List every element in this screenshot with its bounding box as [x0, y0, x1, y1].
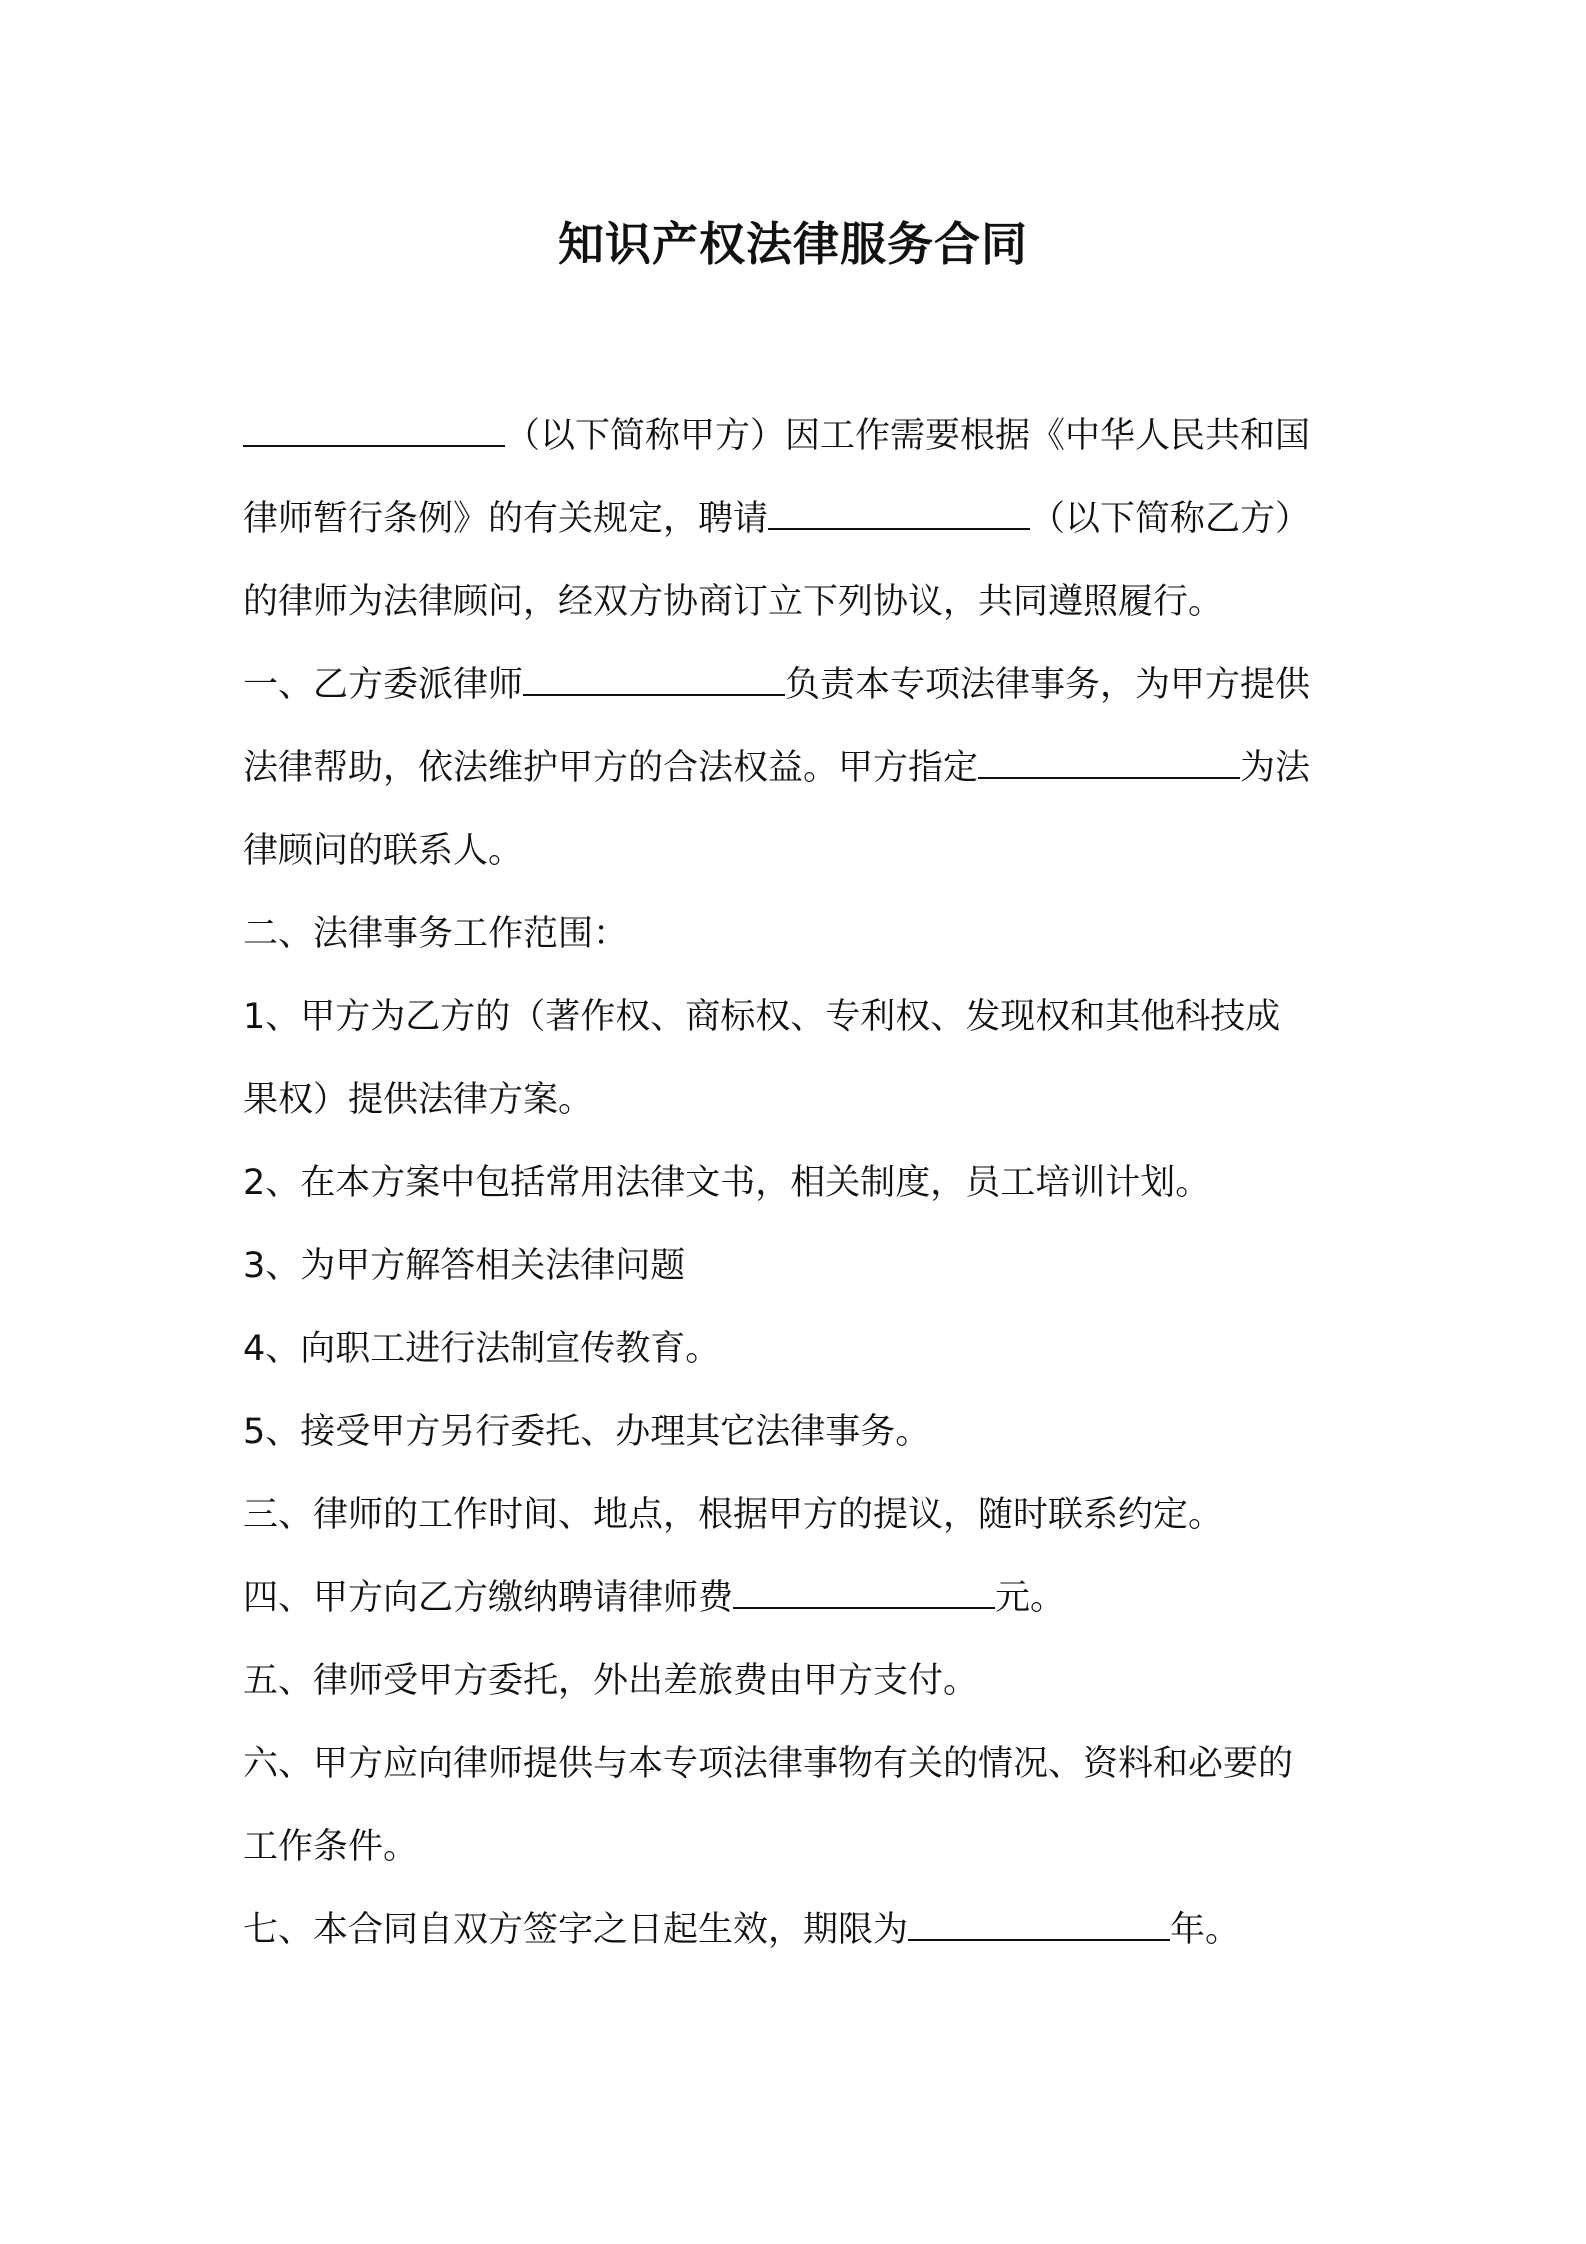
clause-4 [243, 1557, 1363, 1640]
clause-2-item-2: 2、在本方案中包括常用法律文书，相关制度，员工培训计划。 [243, 1163, 1211, 1203]
clause-3: 三、律师的工作时间、地点，根据甲方的提议，随时联系约定。 [243, 1495, 1224, 1535]
intro-line-3: 的律师为法律顾问，经双方协商订立下列协议，共同遵照履行。 [243, 582, 1224, 622]
clause-1-line-2 [243, 727, 1363, 810]
clause-7-text-after: 年。 [1170, 1910, 1241, 1950]
intro-text-2a: 律师暂行条例》的有关规定，聘请 [243, 499, 769, 539]
clause-7 [243, 1889, 1363, 1972]
contract-body [243, 395, 1363, 1972]
clause-2-item-4: 4、向职工进行法制宣传教育。 [243, 1329, 721, 1369]
clause-2-item-3: 3、为甲方解答相关法律问题 [243, 1246, 686, 1286]
clause-1-text-1a: 一、乙方委派律师 [243, 665, 524, 705]
assigned-lawyer-blank[interactable] [523, 664, 785, 696]
clause-1-line-1 [243, 644, 1363, 727]
clause-4-text-after: 元。 [995, 1578, 1066, 1618]
intro-line-2 [243, 478, 1363, 561]
document-title: 知识产权法律服务合同 [558, 217, 1028, 271]
clause-7-text-before: 七、本合同自双方签字之日起生效，期限为 [243, 1910, 909, 1950]
intro-line-1 [243, 395, 1363, 478]
party-a-name-blank[interactable] [243, 415, 505, 447]
clause-1-line-3: 律顾问的联系人。 [243, 831, 524, 871]
contract-term-blank[interactable] [908, 1909, 1170, 1941]
clause-1-text-2b: 为法 [1240, 748, 1311, 788]
contact-person-blank[interactable] [978, 747, 1240, 779]
intro-text-2b: （以下简称乙方） [1030, 499, 1311, 539]
clause-1-text-2a: 法律帮助，依法维护甲方的合法权益。甲方指定 [243, 748, 979, 788]
party-b-name-blank[interactable] [768, 498, 1030, 530]
clause-6-line-1: 六、甲方应向律师提供与本专项法律事物有关的情况、资料和必要的 [243, 1744, 1294, 1784]
clause-2-item-1-line-2: 果权）提供法律方案。 [243, 1080, 594, 1120]
clause-1-text-1b: 负责本专项法律事务，为甲方提供 [785, 665, 1311, 705]
lawyer-fee-blank[interactable] [733, 1577, 995, 1609]
clause-2-item-1-line-1: 1、甲方为乙方的（著作权、商标权、专利权、发现权和其他科技成 [243, 997, 1281, 1037]
intro-text-1: （以下简称甲方）因工作需要根据《中华人民共和国 [505, 416, 1311, 456]
clause-6-line-2: 工作条件。 [243, 1827, 419, 1867]
clause-4-text-before: 四、甲方向乙方缴纳聘请律师费 [243, 1578, 734, 1618]
clause-2-heading: 二、法律事务工作范围： [243, 914, 629, 954]
clause-2-item-5: 5、接受甲方另行委托、办理其它法律事务。 [243, 1412, 931, 1452]
clause-5: 五、律师受甲方委托，外出差旅费由甲方支付。 [243, 1661, 979, 1701]
